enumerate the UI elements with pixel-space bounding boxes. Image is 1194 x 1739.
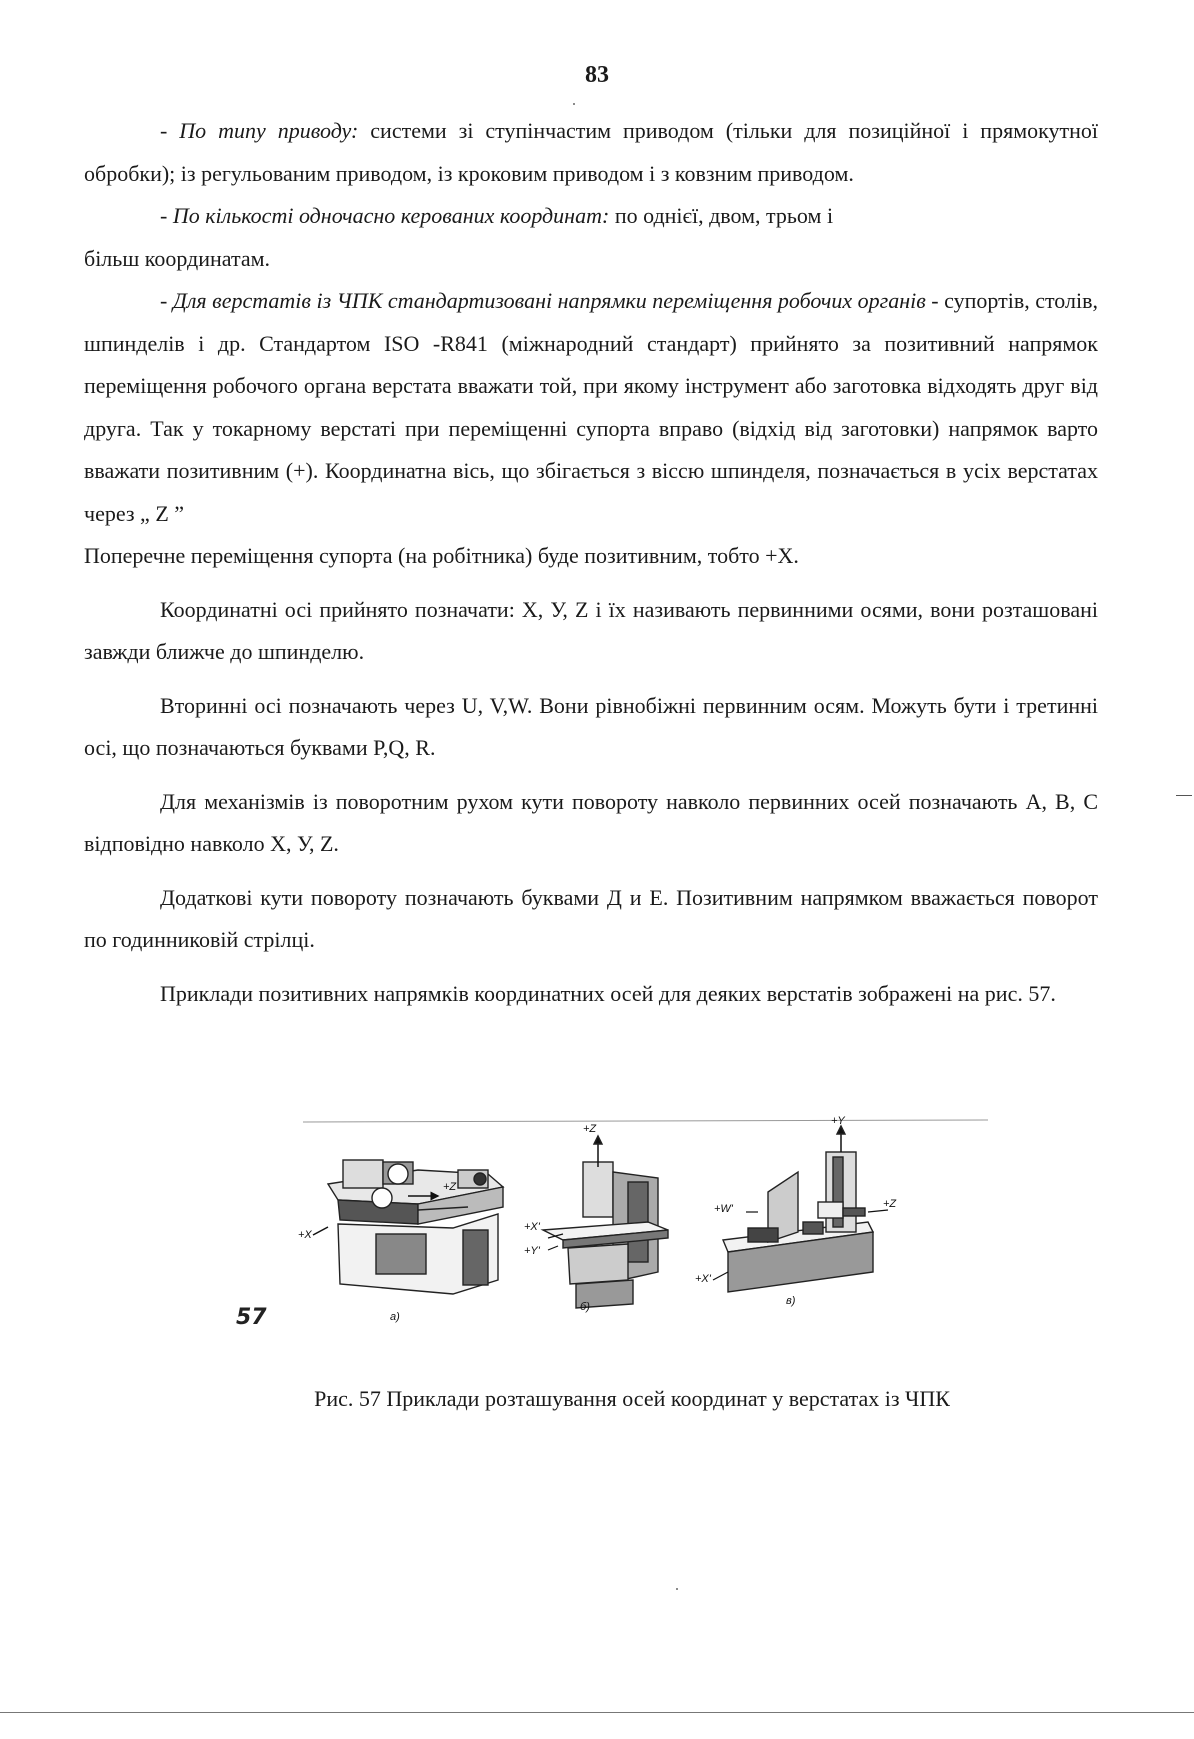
paragraph-additional-angles: Додаткові кути повороту позначають буквами Д и Е. Позитивним напрямком вважається поворот по годинниковій стрілці.: [84, 884, 1098, 952]
body-text: [84, 110, 1098, 1015]
paragraph-text: Поперечне переміщення супорта (на робітника) буде позитивним, тобто +Х.: [84, 543, 799, 568]
boring-machine-drawing: [713, 1126, 888, 1292]
axis-label-x-mill: +X': [524, 1221, 540, 1233]
scan-speck: [676, 1588, 678, 1590]
paragraph-secondary-axes: Вторинні осі позначають через U, V,W. Вони рівнобіжні первинним осям. Можуть бути і третинні осі, що позначаються буквами P,Q, R.: [84, 692, 1098, 760]
italic-lead: - По кількості одночасно керованих координат:: [160, 203, 610, 228]
figure-machines-drawing: [236, 1112, 1003, 1362]
axis-label-z: +Z: [443, 1181, 457, 1193]
panel-label-a: а): [390, 1311, 400, 1323]
axis-label-x-boring: +X': [695, 1273, 711, 1285]
panel-label-c: в): [786, 1295, 796, 1307]
axis-label-y-boring: +Y: [831, 1115, 845, 1127]
scan-bottom-rule: [0, 1712, 1194, 1713]
axis-label-z-mill: +Z: [583, 1123, 597, 1135]
italic-lead: - По типу приводу:: [160, 118, 359, 143]
axis-label-y-mill: +Y': [524, 1245, 540, 1257]
figure-caption: Рис. 57 Приклади розташування осей координат у верстатах із ЧПК: [314, 1386, 950, 1411]
paragraph-drive-type: [84, 110, 1098, 195]
page-number: 83: [585, 62, 609, 88]
paragraph-text: супортів, столів, шпинделів і др. Стандартом ISO -R841 (міжнародний стандарт) прийнято за позитивний напрямок переміщення робочого органа верстата вважати той, при якому інструмент або заготовка відходять друг від друга. Так у токарному верстаті при переміщенні супорта вправо (відхід від заготовки) напрямок варто вважати позитивним (+). Координатна вісь, що збігається з віссю шпинделя, позначається в усіх верстатах через „ Z ”: [84, 288, 1098, 526]
paragraph-text: по однієї, двом, трьом і: [609, 203, 834, 228]
axis-label-w-boring: +W': [714, 1203, 733, 1215]
figure-57: [236, 1112, 1003, 1362]
paragraph-rotation-axes: Для механізмів із поворотним рухом кути повороту навколо первинних осей позначають А, В, С відповідно навколо X, У, Z.: [84, 788, 1098, 856]
scan-speck: [573, 103, 575, 105]
scan-margin-mark: [1176, 795, 1192, 796]
paragraph-coordinates-count: [84, 195, 1098, 280]
milling-machine-drawing: [543, 1136, 668, 1308]
axis-label-x: +X: [298, 1229, 312, 1241]
paragraph-examples: Приклади позитивних напрямків координатних осей для деяких верстатів зображені на рис. 57.: [160, 980, 1056, 1006]
panel-label-b: б): [580, 1301, 590, 1313]
paragraph-text: системи зі ступінчастим приводом (тільки для позиційної і прямокутної обробки); із регульованим приводом, із кроковим приводом і з ковзним приводом.: [84, 118, 1098, 186]
paragraph-text: більш координатам.: [84, 245, 271, 271]
paragraph-primary-axes: Координатні осі прийнято позначати: X, У, Z і їх називають первинними осями, вони розташовані завжди ближче до шпинделю.: [84, 596, 1098, 664]
axis-label-z-boring: +Z: [883, 1198, 897, 1210]
lathe-drawing: [313, 1160, 503, 1294]
italic-lead: - Для верстатів із ЧПК стандартизовані напрямки переміщення робочих органів -: [160, 288, 939, 313]
paragraph-standard-directions: [84, 280, 1098, 578]
handwritten-figure-number: 57: [236, 1305, 267, 1330]
